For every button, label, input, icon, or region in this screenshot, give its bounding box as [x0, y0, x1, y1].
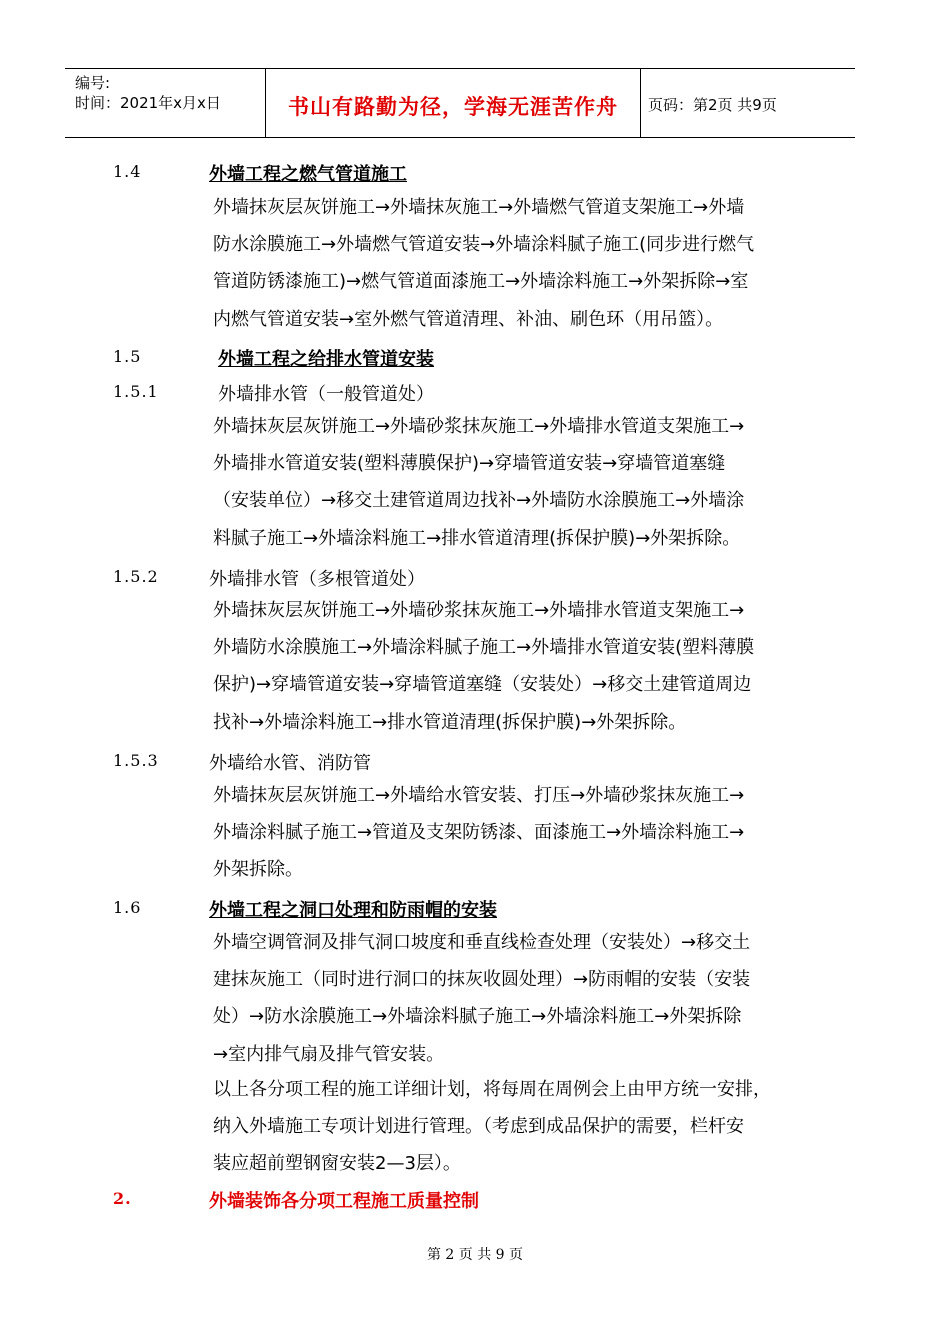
document-header: [65, 68, 855, 138]
section-number: 1.4: [113, 162, 142, 181]
page-footer: 第 2 页 共 9 页: [426, 1247, 524, 1263]
motto-text: 书山有路勤为径，学海无涯苦作舟: [288, 95, 618, 119]
section-title: 外墙工程之洞口处理和防雨帽的安装: [209, 900, 497, 921]
section-title: 外墙工程之给排水管道安装: [218, 349, 434, 370]
time-label: 时间：2021年x月x日: [75, 94, 221, 112]
section-number: 1.5: [113, 347, 142, 366]
header-motto-cell: [265, 69, 641, 137]
subsection-number: 1.5.3: [113, 751, 159, 770]
subsection-title: 外墙排水管（多根管道处）: [209, 569, 425, 590]
subsection-body: 外墙抹灰层灰饼施工→外墙砂浆抹灰施工→外墙排水管道支架施工→ 外墙防水涂膜施工→外墙涂料腻子施工→外墙排水管道安装(塑料薄膜 保护)→穿墙管道安装→穿墙管道塞缝（安装处）→移交土建管道周边 找补→外墙涂料施工→排水管道清理(拆保护膜)→外架拆除。: [213, 600, 755, 733]
subsection-title: 外墙排水管（一般管道处）: [218, 384, 434, 405]
section-body: 外墙抹灰层灰饼施工→外墙抹灰施工→外墙燃气管道支架施工→外墙 防水涂膜施工→外墙燃气管道安装→外墙涂料腻子施工(同步进行燃气 管道防锈漆施工)→燃气管道面漆施工→外墙涂料施工→外架拆除→室 内燃气管道安装→室外燃气管道清理、补油、刷色环（用吊篮）。: [213, 197, 755, 330]
planning-note: 以上各分项工程的施工详细计划，将每周在周例会上由甲方统一安排， 纳入外墙施工专项计划进行管理。（考虑到成品保护的需要，栏杆安 装应超前塑钢窗安装2—3层）。: [213, 1079, 771, 1175]
section-body: 外墙空调管洞及排气洞口坡度和垂直线检查处理（安装处）→移交土 建抹灰施工（同时进行洞口的抹灰收圆处理）→防雨帽的安装（安装 处）→防水涂膜施工→外墙涂料腻子施工→外墙涂料施工→外架拆除 →室内排气扇及排气管安装。: [213, 932, 751, 1065]
subsection-number: 1.5.2: [113, 567, 159, 586]
subsection-body: 外墙抹灰层灰饼施工→外墙给水管安装、打压→外墙砂浆抹灰施工→ 外墙涂料腻子施工→管道及支架防锈漆、面漆施工→外墙涂料施工→ 外架拆除。: [213, 785, 745, 881]
section-number: 1.6: [113, 898, 142, 917]
section-title: 外墙工程之燃气管道施工: [209, 164, 407, 185]
subsection-body: 外墙抹灰层灰饼施工→外墙砂浆抹灰施工→外墙排水管道支架施工→ 外墙排水管道安装(塑料薄膜保护)→穿墙管道安装→穿墙管道塞缝 （安装单位）→移交土建管道周边找补→外墙防水涂膜施工→外墙涂 料腻子施工→外墙涂料施工→排水管道清理(拆保护膜)→外架拆除。: [213, 416, 745, 549]
page-label: 页码：第2页 共9页: [648, 96, 777, 114]
header-page-cell: [640, 69, 855, 137]
chapter-number: 2.: [113, 1189, 132, 1208]
serial-label: 编号:: [75, 74, 111, 92]
subsection-number: 1.5.1: [113, 382, 159, 401]
subsection-title: 外墙给水管、消防管: [209, 753, 371, 774]
chapter-title: 外墙装饰各分项工程施工质量控制: [209, 1191, 479, 1212]
header-meta-cell: [65, 69, 265, 137]
